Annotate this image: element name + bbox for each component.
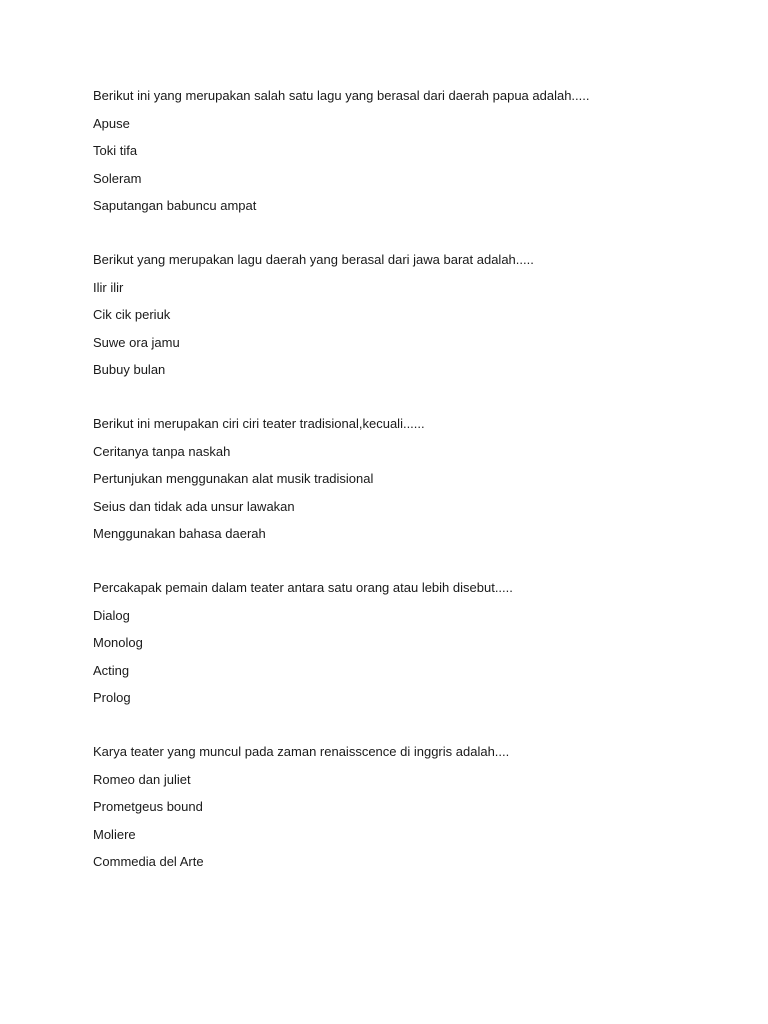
question-text: Karya teater yang muncul pada zaman renaisscence di inggris adalah.... <box>93 744 510 759</box>
answer-option: Bubuy bulan <box>93 362 166 377</box>
answer-option: Moliere <box>93 826 136 842</box>
answer-option: Romeo dan juliet <box>93 771 191 787</box>
answer-option: Acting <box>93 662 130 678</box>
answer-option: Prolog <box>93 690 131 705</box>
question-4 <box>93 580 733 706</box>
question-text: Berikut ini yang merupakan salah satu lagu yang berasal dari daerah papua adalah..... <box>93 88 590 103</box>
answer-option: Commedia del Arte <box>93 854 204 869</box>
answer-option: Menggunakan bahasa daerah <box>93 526 266 541</box>
question-5 <box>93 744 733 870</box>
answer-option: Toki tifa <box>93 143 138 158</box>
answer-option: Pertunjukan menggunakan alat musik tradisional <box>93 471 374 486</box>
answer-option: Dialog <box>93 607 130 623</box>
question-2 <box>93 252 733 378</box>
answer-option: Monolog <box>93 635 143 650</box>
answer-option: Saputangan babuncu ampat <box>93 198 257 213</box>
answer-option: Ceritanya tanpa naskah <box>93 443 231 459</box>
question-text: Percakapak pemain dalam teater antara satu orang atau lebih disebut..... <box>93 580 513 595</box>
answer-option: Soleram <box>93 170 142 186</box>
answer-option: Suwe ora jamu <box>93 334 180 350</box>
answer-option: Apuse <box>93 115 130 131</box>
answer-option: Ilir ilir <box>93 279 124 295</box>
question-text: Berikut ini merupakan ciri ciri teater tradisional,kecuali...... <box>93 416 425 431</box>
answer-option: Cik cik periuk <box>93 307 171 322</box>
question-text: Berikut yang merupakan lagu daerah yang berasal dari jawa barat adalah..... <box>93 252 534 267</box>
question-3 <box>93 416 733 542</box>
answer-option: Prometgeus bound <box>93 799 203 814</box>
answer-option: Seius dan tidak ada unsur lawakan <box>93 498 295 514</box>
question-1 <box>93 88 733 214</box>
